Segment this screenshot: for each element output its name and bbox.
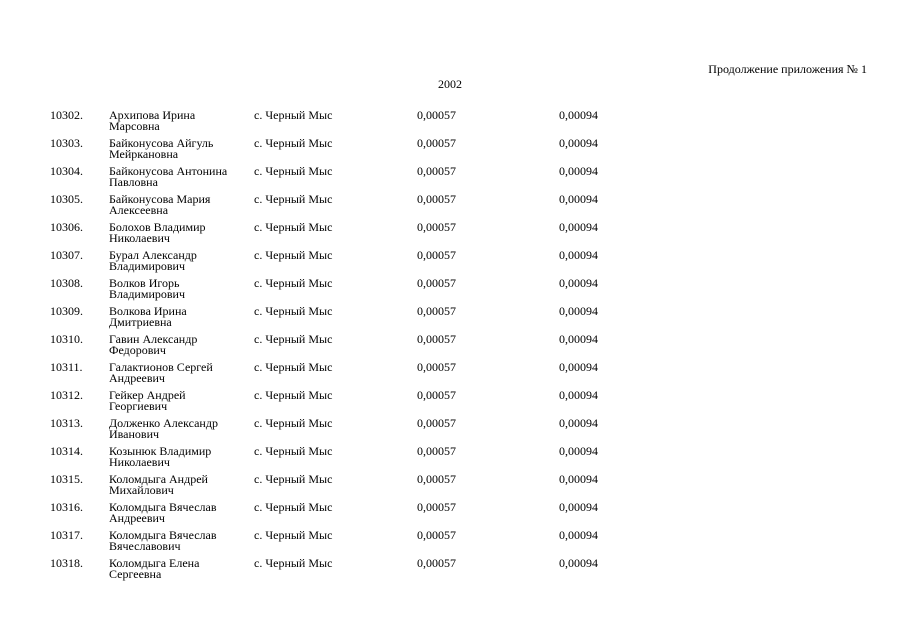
name-line-2: Андреевич: [109, 371, 165, 385]
person-name: [109, 250, 249, 272]
table-row: [0, 502, 905, 530]
value-2: 0,00094: [559, 500, 598, 514]
name-line-1: Коломдыга Вячеслав: [109, 528, 217, 542]
place: с. Черный Мыс: [254, 192, 333, 206]
person-name: [109, 222, 249, 244]
record-number: 10312.: [50, 388, 83, 402]
record-number: 10313.: [50, 416, 83, 430]
table-row: [0, 418, 905, 446]
place: с. Черный Мыс: [254, 108, 333, 122]
place: с. Черный Мыс: [254, 500, 333, 514]
name-line-2: Николаевич: [109, 455, 170, 469]
name-line-1: Архипова Ирина: [109, 108, 196, 122]
value-2: 0,00094: [559, 136, 598, 150]
table-row: [0, 222, 905, 250]
table-row: [0, 250, 905, 278]
name-line-1: Бурал Александр: [109, 248, 197, 262]
value-2: 0,00094: [559, 388, 598, 402]
place: с. Черный Мыс: [254, 276, 333, 290]
table-row: [0, 362, 905, 390]
person-name: [109, 502, 249, 524]
person-name: [109, 390, 249, 412]
place: с. Черный Мыс: [254, 528, 333, 542]
value-2: 0,00094: [559, 276, 598, 290]
place: с. Черный Мыс: [254, 360, 333, 374]
value-1: 0,00057: [417, 500, 456, 514]
name-line-1: Коломдыга Елена: [109, 556, 200, 570]
person-name: [109, 166, 249, 188]
person-name: [109, 278, 249, 300]
table-row: [0, 166, 905, 194]
record-number: 10307.: [50, 248, 83, 262]
name-line-1: Болохов Владимир: [109, 220, 206, 234]
table-row: [0, 306, 905, 334]
person-name: [109, 362, 249, 384]
record-number: 10306.: [50, 220, 83, 234]
record-number: 10303.: [50, 136, 83, 150]
name-line-1: Долженко Александр: [109, 416, 218, 430]
name-line-2: Сергеевна: [109, 567, 162, 581]
value-1: 0,00057: [417, 276, 456, 290]
value-2: 0,00094: [559, 192, 598, 206]
name-line-2: Михайлович: [109, 483, 174, 497]
place: с. Черный Мыс: [254, 556, 333, 570]
value-2: 0,00094: [559, 304, 598, 318]
value-2: 0,00094: [559, 332, 598, 346]
table-row: [0, 530, 905, 558]
value-1: 0,00057: [417, 360, 456, 374]
name-line-1: Козынюк Владимир: [109, 444, 212, 458]
name-line-2: Алексеевна: [109, 203, 169, 217]
name-line-2: Андреевич: [109, 511, 165, 525]
value-1: 0,00057: [417, 528, 456, 542]
name-line-2: Марсовна: [109, 119, 160, 133]
record-number: 10314.: [50, 444, 83, 458]
table-row: [0, 390, 905, 418]
record-number: 10315.: [50, 472, 83, 486]
record-number: 10311.: [50, 360, 83, 374]
person-name: [109, 474, 249, 496]
record-number: 10302.: [50, 108, 83, 122]
place: с. Черный Мыс: [254, 164, 333, 178]
name-line-2: Николаевич: [109, 231, 170, 245]
value-1: 0,00057: [417, 164, 456, 178]
person-name: [109, 334, 249, 356]
place: с. Черный Мыс: [254, 444, 333, 458]
value-2: 0,00094: [559, 108, 598, 122]
value-2: 0,00094: [559, 360, 598, 374]
value-2: 0,00094: [559, 164, 598, 178]
place: с. Черный Мыс: [254, 220, 333, 234]
name-line-2: Мейркановна: [109, 147, 179, 161]
name-line-1: Галактионов Сергей: [109, 360, 213, 374]
place: с. Черный Мыс: [254, 416, 333, 430]
name-line-1: Волкова Ирина: [109, 304, 187, 318]
name-line-1: Байконусова Мария: [109, 192, 211, 206]
name-line-1: Коломдыга Андрей: [109, 472, 208, 486]
value-1: 0,00057: [417, 136, 456, 150]
name-line-1: Байконусова Антонина: [109, 164, 228, 178]
value-1: 0,00057: [417, 388, 456, 402]
value-1: 0,00057: [417, 332, 456, 346]
record-number: 10304.: [50, 164, 83, 178]
value-1: 0,00057: [417, 304, 456, 318]
record-number: 10310.: [50, 332, 83, 346]
value-1: 0,00057: [417, 248, 456, 262]
value-2: 0,00094: [559, 528, 598, 542]
value-1: 0,00057: [417, 416, 456, 430]
value-1: 0,00057: [417, 556, 456, 570]
place: с. Черный Мыс: [254, 304, 333, 318]
table-row: [0, 278, 905, 306]
person-name: [109, 306, 249, 328]
value-1: 0,00057: [417, 472, 456, 486]
person-name: [109, 530, 249, 552]
value-2: 0,00094: [559, 444, 598, 458]
name-line-1: Гейкер Андрей: [109, 388, 186, 402]
value-2: 0,00094: [559, 220, 598, 234]
value-2: 0,00094: [559, 248, 598, 262]
table-row: [0, 474, 905, 502]
table-row: [0, 138, 905, 166]
name-line-1: Коломдыга Вячеслав: [109, 500, 217, 514]
value-1: 0,00057: [417, 220, 456, 234]
name-line-2: Павловна: [109, 175, 158, 189]
name-line-1: Байконусова Айгуль: [109, 136, 214, 150]
value-1: 0,00057: [417, 192, 456, 206]
name-line-2: Вячеславович: [109, 539, 181, 553]
place: с. Черный Мыс: [254, 136, 333, 150]
record-number: 10317.: [50, 528, 83, 542]
name-line-2: Федорович: [109, 343, 166, 357]
record-number: 10316.: [50, 500, 83, 514]
table-row: [0, 194, 905, 222]
name-line-2: Дмитриевна: [109, 315, 172, 329]
value-2: 0,00094: [559, 472, 598, 486]
value-1: 0,00057: [417, 108, 456, 122]
table-row: [0, 334, 905, 362]
records-table: [0, 110, 905, 586]
person-name: [109, 138, 249, 160]
place: с. Черный Мыс: [254, 248, 333, 262]
name-line-2: Иванович: [109, 427, 160, 441]
value-1: 0,00057: [417, 444, 456, 458]
person-name: [109, 446, 249, 468]
name-line-2: Владимирович: [109, 287, 185, 301]
person-name: [109, 194, 249, 216]
name-line-1: Волков Игорь: [109, 276, 180, 290]
person-name: [109, 418, 249, 440]
record-number: 10309.: [50, 304, 83, 318]
table-row: [0, 446, 905, 474]
place: с. Черный Мыс: [254, 472, 333, 486]
place: с. Черный Мыс: [254, 388, 333, 402]
person-name: [109, 110, 249, 132]
person-name: [109, 558, 249, 580]
record-number: 10308.: [50, 276, 83, 290]
value-2: 0,00094: [559, 416, 598, 430]
name-line-2: Владимирович: [109, 259, 185, 273]
value-2: 0,00094: [559, 556, 598, 570]
page-number: 2002: [438, 77, 462, 91]
table-row: [0, 558, 905, 586]
table-row: [0, 110, 905, 138]
record-number: 10318.: [50, 556, 83, 570]
place: с. Черный Мыс: [254, 332, 333, 346]
continuation-note: Продолжение приложения № 1: [708, 62, 867, 76]
name-line-2: Георгиевич: [109, 399, 168, 413]
record-number: 10305.: [50, 192, 83, 206]
name-line-1: Гавин Александр: [109, 332, 198, 346]
